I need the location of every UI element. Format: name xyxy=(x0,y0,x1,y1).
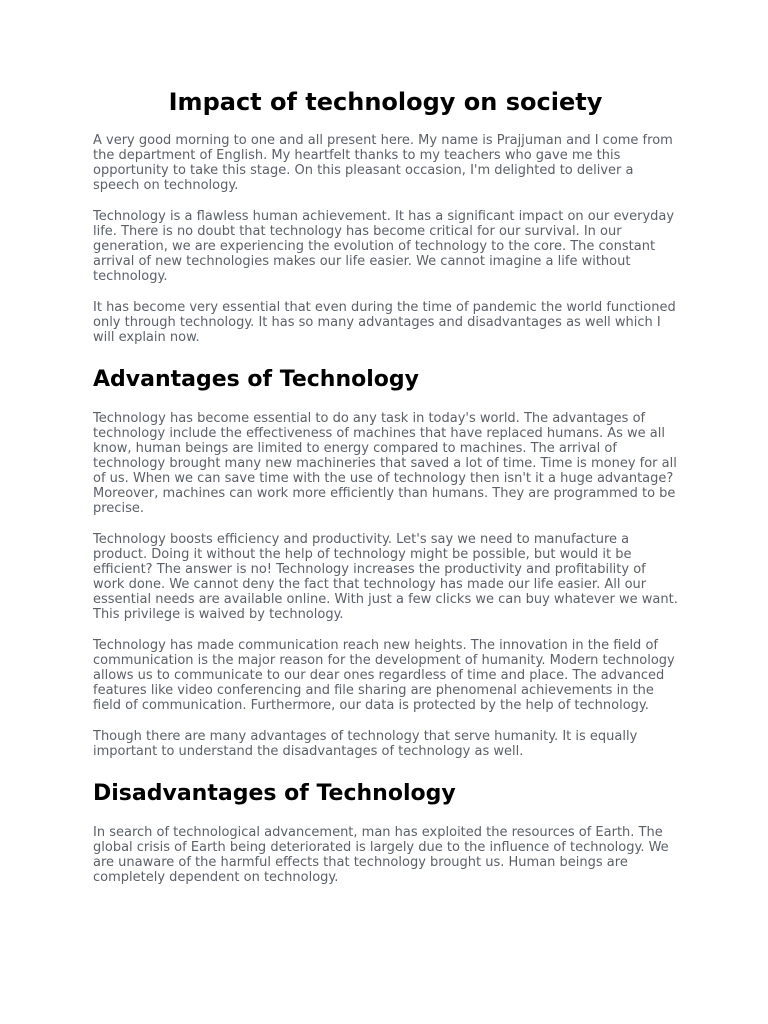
intro-paragraph-3: It has become very essential that even during the time of pandemic the world functioned only through technology. It has so many advantages and disadvantages as well which I will explain now. xyxy=(93,300,676,345)
advantages-heading: Advantages of Technology xyxy=(93,367,419,392)
advantages-section xyxy=(93,411,678,759)
intro-section xyxy=(93,133,678,345)
advantages-paragraph-3: Technology has made communication reach new heights. The innovation in the field of communication is the major reason for the development of humanity. Modern technology allows us to communicate to our dear ones regardless of time and place. The advanced features like video conferencing and file sharing are phenomenal achievements in the field of communication. Furthermore, our data is protected by the help of technology. xyxy=(93,638,675,713)
disadvantages-section xyxy=(93,825,678,885)
intro-paragraph-1: A very good morning to one and all present here. My name is Prajjuman and I come from the department of English. My heartfelt thanks to my teachers who gave me this opportunity to take this stage. On this pleasant occasion, I'm delighted to deliver a speech on technology. xyxy=(93,133,673,193)
advantages-paragraph-1: Technology has become essential to do any task in today's world. The advantages of technology include the effectiveness of machines that have replaced humans. As we all know, human beings are limited to energy compared to machines. The arrival of technology brought many new machineries that saved a lot of time. Time is money for all of us. When we can save time with the use of technology then isn't it a huge advantage? Moreover, machines can work more efficiently than humans. They are programmed to be precise. xyxy=(93,411,677,516)
intro-paragraph-2: Technology is a flawless human achievement. It has a significant impact on our everyday life. There is no doubt that technology has become critical for our survival. In our generation, we are experiencing the evolution of technology to the core. The constant arrival of new technologies makes our life easier. We cannot imagine a life without technology. xyxy=(93,209,675,284)
advantages-paragraph-4: Though there are many advantages of technology that serve humanity. It is equally important to understand the disadvantages of technology as well. xyxy=(93,729,638,759)
advantages-paragraph-2: Technology boosts efficiency and productivity. Let's say we need to manufacture a product. Doing it without the help of technology might be possible, but would it be efficient? The answer is no! Technology increases the productivity and profitability of work done. We cannot deny the fact that technology has made our life easier. All our essential needs are available online. With just a few clicks we can buy whatever we want. This privilege is waived by technology. xyxy=(93,532,678,622)
page-title: Impact of technology on society xyxy=(168,88,603,116)
disadvantages-paragraph-1: In search of technological advancement, man has exploited the resources of Earth. The global crisis of Earth being deteriorated is largely due to the influence of technology. We are unaware of the harmful effects that technology brought us. Human beings are completely dependent on technology. xyxy=(93,825,669,885)
disadvantages-heading: Disadvantages of Technology xyxy=(93,781,456,806)
document-page xyxy=(93,86,678,885)
